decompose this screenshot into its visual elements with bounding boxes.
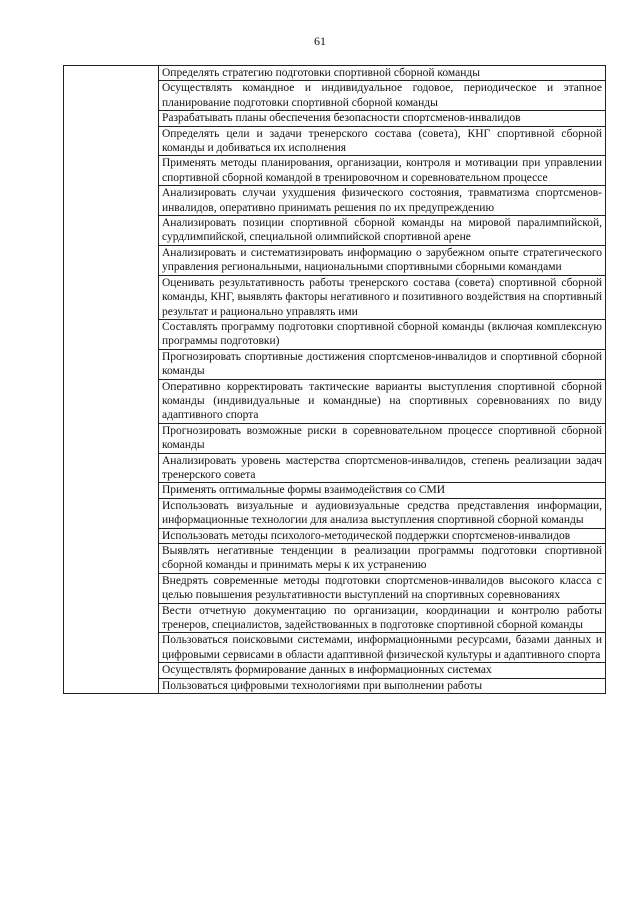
table-cell: Оперативно корректировать тактические варианты выступления спортивной сборной команды (индивидуальные и командные) на спортивных соревнованиях по виду адаптивного спорта xyxy=(159,379,606,423)
table-cell: Анализировать позиции спортивной сборной команды на мировой паралимпийской, сурдлимпийской, специальной олимпийской спортивной арене xyxy=(159,216,606,246)
table-cell: Анализировать случаи ухудшения физического состояния, травматизма спортсменов-инвалидов, оперативно принимать решения по их предупреждению xyxy=(159,186,606,216)
table-cell: Анализировать и систематизировать информацию о зарубежном опыте стратегического управления региональными, национальными спортивными сборными командами xyxy=(159,245,606,275)
table-cell: Выявлять негативные тенденции в реализации программы подготовки спортивной сборной команды и принимать меры к их устранению xyxy=(159,544,606,574)
table-cell: Пользоваться поисковыми системами, информационными ресурсами, базами данных и цифровыми сервисами в области адаптивной физической культуры и адаптивного спорта xyxy=(159,633,606,663)
table-cell: Определять цели и задачи тренерского состава (совета), КНГ спортивной сборной команды и добиваться их исполнения xyxy=(159,126,606,156)
page-number: 61 xyxy=(314,34,326,48)
table-cell: Вести отчетную документацию по организации, координации и контролю работы тренеров, специалистов, задействованных в подготовке спортивной сборной команды xyxy=(159,603,606,633)
table-cell: Прогнозировать спортивные достижения спортсменов-инвалидов и спортивной сборной команды xyxy=(159,349,606,379)
table-cell: Внедрять современные методы подготовки спортсменов-инвалидов высокого класса с целью повышения результативности выступлений на спортивных соревнованиях xyxy=(159,573,606,603)
table-cell: Разрабатывать планы обеспечения безопасности спортсменов-инвалидов xyxy=(159,111,606,126)
table-cell: Определять стратегию подготовки спортивной сборной команды xyxy=(159,66,606,81)
table-cell: Составлять программу подготовки спортивной сборной команды (включая комплексную программы подготовки) xyxy=(159,319,606,349)
table-cell: Применять методы планирования, организации, контроля и мотивации при управлении спортивной сборной командой в тренировочном и соревновательном процессе xyxy=(159,156,606,186)
table-cell: Анализировать уровень мастерства спортсменов-инвалидов, степень реализации задач тренерского совета xyxy=(159,453,606,483)
skills-table-body xyxy=(64,66,606,694)
table-cell: Прогнозировать возможные риски в соревновательном процессе спортивной сборной команды xyxy=(159,423,606,453)
skills-table xyxy=(63,65,606,694)
table-row xyxy=(64,66,606,81)
table-cell: Оценивать результативность работы тренерского состава (совета) спортивной сборной команды, КНГ, выявлять факторы негативного и позитивного воздействия на спортивный результат и рационально управлять ими xyxy=(159,275,606,319)
table-cell: Осуществлять командное и индивидуальное годовое, периодическое и этапное планирование подготовки спортивной сборной команды xyxy=(159,81,606,111)
skills-table-wrapper xyxy=(63,65,606,694)
table-cell: Использовать визуальные и аудиовизуальные средства представления информации, информационные технологии для анализа выступления спортивной сборной команды xyxy=(159,498,606,528)
table-cell: Осуществлять формирование данных в информационных системах xyxy=(159,663,606,678)
table-cell: Использовать методы психолого-методической поддержки спортсменов-инвалидов xyxy=(159,528,606,543)
table-cell: Пользоваться цифровыми технологиями при выполнении работы xyxy=(159,678,606,693)
table-cell: Применять оптимальные формы взаимодействия со СМИ xyxy=(159,483,606,498)
table-left-column xyxy=(64,66,159,694)
